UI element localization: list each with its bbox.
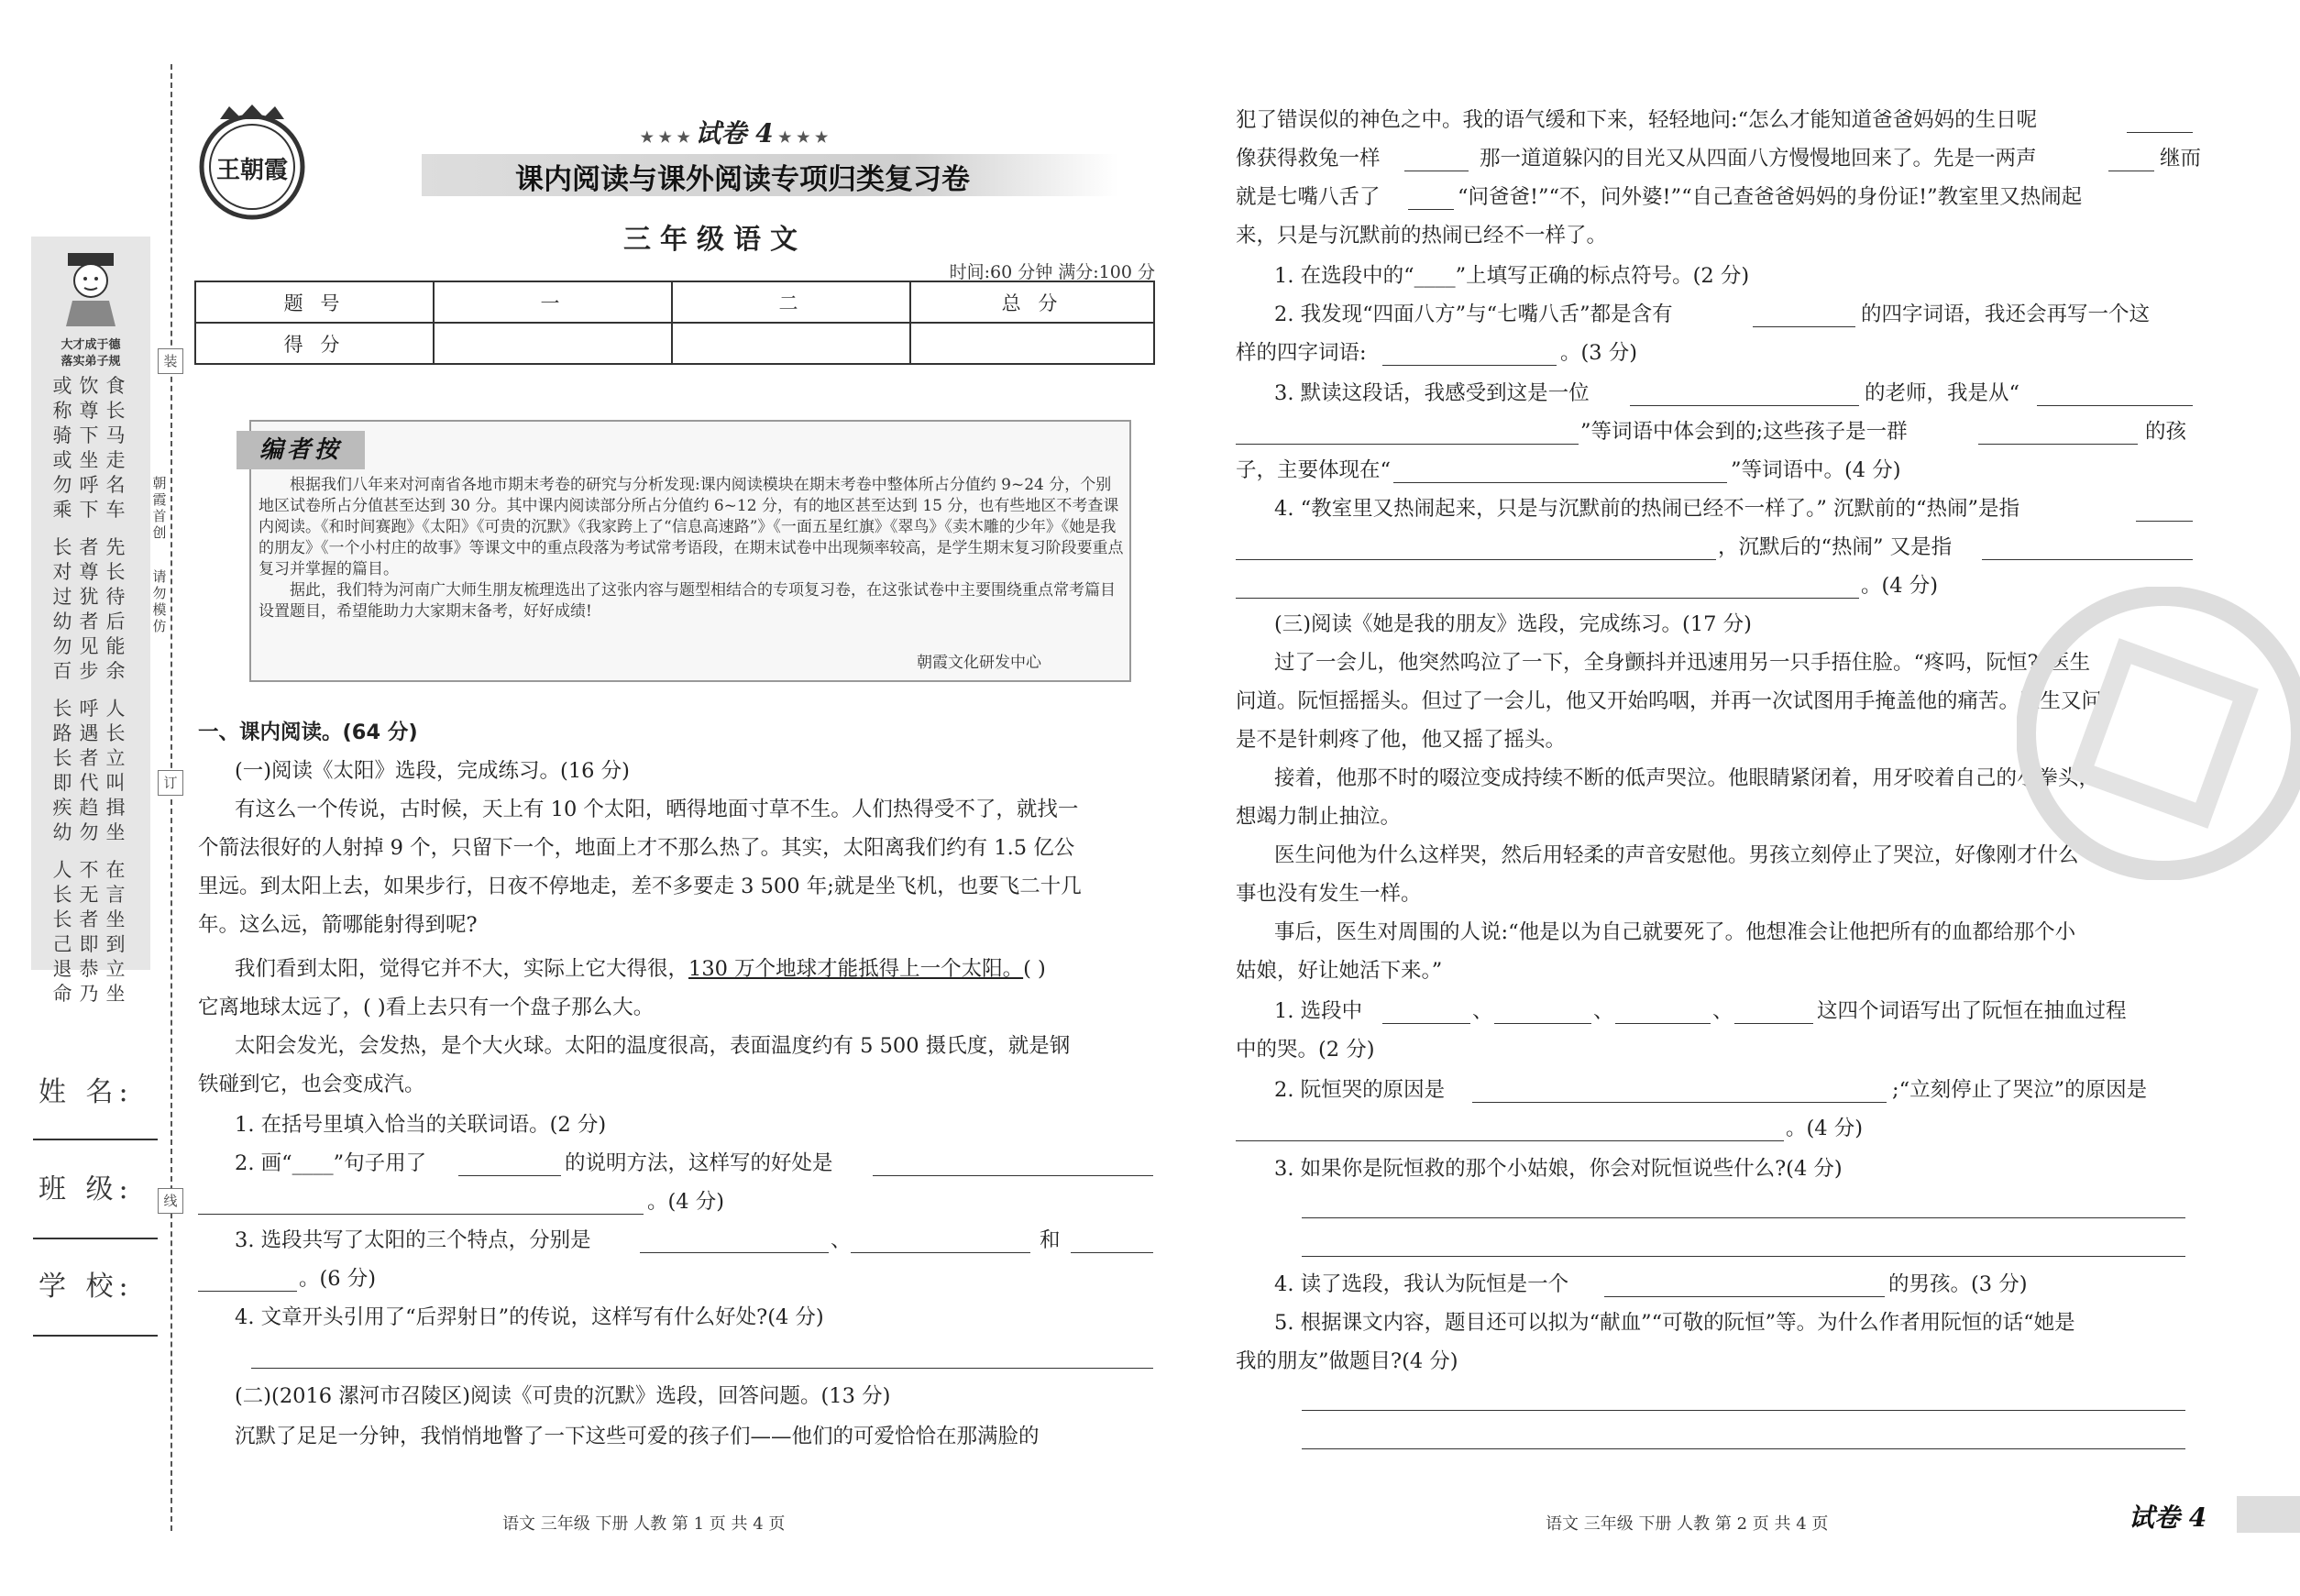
school-label: 学 校: xyxy=(39,1271,134,1303)
answer-line[interactable] xyxy=(1302,1256,2185,1257)
page-footer-left: 语文 三年级 下册 人教 第 1 页 共 4 页 xyxy=(502,1514,786,1534)
question-6-score: 。(4 分) xyxy=(1786,1117,1864,1140)
time-info: 时间:60 分钟 满分:100 分 xyxy=(949,262,1155,282)
score-header: 一 xyxy=(434,281,672,323)
passage-line: 太阳会发光，会发热，是个大火球。太阳的温度很高，表面温度约有 5 500 摄氏度，就是钢 xyxy=(235,1034,1071,1058)
class-line[interactable] xyxy=(33,1238,158,1239)
answer-blank[interactable] xyxy=(458,1175,561,1176)
answer-blank[interactable] xyxy=(2037,405,2193,406)
passage-line: 个箭法很好的人射掉 9 个，只留下一个，地面上才不那么热了。其实，太阳离我们约有 1.5 亿公 xyxy=(198,836,1075,860)
watermark-seal xyxy=(2017,587,2300,880)
editor-note-body: 根据我们八年来对河南省各地市期末考卷的研究与分析发现:课内阅读模块在期末考卷中整体所占分值约 9~24 分，个别地区试卷所占分值甚至达到 30 分。其中课内阅读部分所占分值约 6~12 分，有的地区甚至达到 15 分，也有些地区不考查课内阅读。《和时间赛跑》《太阳》《可贵的沉默》《我家跨上了“信息高速路”》《一面五星红旗》《翠鸟》《卖木雕的少年》《她是我的朋友》《一个小村庄的故事》等课文中的重点段落为考试常考语段，在期末试卷中出现频率较高，是学生期末复习阶段要重点复习并掌握的篇目。 据此，我们特为河南广大师生朋友梳理选出了这张内容与题型相结合的专项复习卷，在这张试卷中主要围绕重点常考篇目设置题目，希望能助力大家期末备考，好好成绩! xyxy=(259,476,1124,621)
separator: 、 xyxy=(1472,999,1493,1023)
part-title: (二)(2016 漯河市召陵区)阅读《可贵的沉默》选段，回答问题。(13 分) xyxy=(235,1384,891,1408)
question-3-score: 。(6 分) xyxy=(299,1267,377,1291)
passage-line: 是不是针刺疼了他，他又摇了摇头。 xyxy=(1236,728,1567,752)
question-9: 5. 根据课文内容，题目还可以拟为“献血”“可敬的阮恒”等。为什么作者用阮恒的话“她是 xyxy=(1274,1311,2075,1335)
answer-blank[interactable] xyxy=(1753,326,1855,327)
answer-line[interactable] xyxy=(1302,1410,2185,1411)
score-header: 二 xyxy=(672,281,910,323)
passage-line: 犯了错误似的神色之中。我的语气缓和下来，轻轻地问:“怎么才能知道爸爸妈妈的生日呢 xyxy=(1236,108,2038,132)
question-3-cont: 子，主要体现在“ xyxy=(1236,458,1392,482)
question-3: 3. 默读这段话，我感受到这是一位 xyxy=(1274,381,1590,405)
answer-blank[interactable] xyxy=(1071,1252,1153,1253)
answer-blank[interactable] xyxy=(1982,559,2193,560)
question-6: 2. 阮恒哭的原因是 xyxy=(1274,1078,1446,1102)
passage-line: 像获得救兔一样 xyxy=(1236,147,1381,171)
answer-blank[interactable] xyxy=(2127,132,2193,133)
question-1: 1. 在选段中的“____”上填写正确的标点符号。(2 分) xyxy=(1274,264,1750,288)
answer-blank[interactable] xyxy=(1236,444,1579,445)
question-5-cont: 这四个词语写出了阮恒在抽血过程 xyxy=(1817,999,2127,1023)
question-2-score: 。(3 分) xyxy=(1560,341,1638,365)
question-2-cont: 的四字词语，我还会再写一个这 xyxy=(1861,303,2151,326)
passage-line: 事后，医生对周围的人说:“他是以为自己就要死了。他想准会让他把所有的血都给那个小 xyxy=(1274,920,2076,944)
question-9-cont: 我的朋友”做题目?(4 分) xyxy=(1236,1349,1458,1373)
margin-strip xyxy=(31,237,150,1005)
answer-blank[interactable] xyxy=(1236,1140,1784,1141)
question-2-cont: 的说明方法，这样写的好处是 xyxy=(565,1151,833,1175)
passage-line: 它离地球太远了，( )看上去只有一个盘子那么大。 xyxy=(198,996,655,1019)
question-2: 2. 我发现“四面八方”与“七嘴八舌”都是含有 xyxy=(1274,303,1673,326)
question-2-score: 。(4 分) xyxy=(647,1190,725,1214)
strip-motto: 大才成于德 落实弟子规 xyxy=(61,338,121,369)
passage-line: 继而 xyxy=(2160,147,2202,171)
passage-line: 那一道道躲闪的目光又从四面八方慢慢地回来了。先是一两声 xyxy=(1480,147,2037,171)
name-line[interactable] xyxy=(33,1139,158,1140)
answer-blank[interactable] xyxy=(1494,1023,1591,1024)
score-header: 题 号 xyxy=(195,281,434,323)
passage-line: 有这么一个传说，古时候，天上有 10 个太阳，晒得地面寸草不生。人们热得受不了，就找一 xyxy=(235,798,1079,821)
score-cell[interactable] xyxy=(910,323,1154,364)
question-5-score: 中的哭。(2 分) xyxy=(1236,1038,1375,1062)
score-cell[interactable] xyxy=(434,323,672,364)
question-4-cont: ，沉默后的“热闹” 又是指 xyxy=(1718,535,1953,559)
question-7: 3. 如果你是阮恒救的那个小姑娘，你会对阮恒说些什么?(4 分) xyxy=(1274,1157,1843,1181)
binding-line xyxy=(171,64,172,1531)
passage-line: 姑娘，好让她活下来。” xyxy=(1236,959,1443,983)
passage-line: 过了一会儿，他突然呜泣了一下，全身颤抖并迅速用另一只手捂住脸。“疼吗，阮恒?”医生 xyxy=(1274,651,2091,675)
vertical-note: 请勿模仿 xyxy=(152,568,167,634)
answer-blank[interactable] xyxy=(1408,209,1454,210)
passage-line: 铁碰到它，也会变成汽。 xyxy=(198,1073,425,1096)
class-label: 班 级: xyxy=(39,1173,134,1205)
question-8-cont: 的男孩。(3 分) xyxy=(1888,1272,2028,1296)
binding-mark: 线 xyxy=(158,1188,183,1214)
question-4: 4. 文章开头引用了“后羿射日”的传说，这样写有什么好处?(4 分) xyxy=(235,1305,824,1329)
answer-blank[interactable] xyxy=(851,1252,1030,1253)
answer-line[interactable] xyxy=(251,1368,1153,1369)
passage-line: 接着，他那不时的啜泣变成持续不断的低声哭泣。他眼睛紧闭着，用牙咬着自己的小拳头， xyxy=(1274,766,2100,790)
score-table xyxy=(194,281,1155,365)
question-3: 3. 选段共写了太阳的三个特点，分别是 xyxy=(235,1228,591,1252)
section-heading: 一、课内阅读。(64 分) xyxy=(198,721,418,744)
score-header: 总 分 xyxy=(910,281,1154,323)
passage-line: 来，只是与沉默前的热闹已经不一样了。 xyxy=(1236,224,1608,248)
passage-line: 事也没有发生一样。 xyxy=(1236,882,1422,906)
corner-band xyxy=(2237,1496,2300,1533)
separator: 、 xyxy=(1712,999,1733,1023)
page-footer-right: 语文 三年级 下册 人教 第 2 页 共 4 页 xyxy=(1546,1514,1829,1534)
answer-blank[interactable] xyxy=(1382,1023,1470,1024)
answer-blank[interactable] xyxy=(1382,365,1557,366)
passage-line: 年。这么远，箭哪能射得到呢? xyxy=(198,913,478,937)
answer-blank[interactable] xyxy=(1236,559,1716,560)
vertical-note: 朝霞首创 xyxy=(152,475,167,541)
question-4: 4. “教室里又热闹起来，只是与沉默前的热闹已经不一样了。” 沉默前的“热闹”是指 xyxy=(1274,497,2020,521)
answer-blank[interactable] xyxy=(198,1291,297,1292)
answer-blank[interactable] xyxy=(1393,482,1727,483)
score-row-label: 得 分 xyxy=(195,323,434,364)
editor-sign: 朝霞文化研发中心 xyxy=(917,654,1041,672)
passage-line: 我们看到太阳，觉得它并不大，实际上它大得很，130 万个地球才能抵得上一个太阳。( ) xyxy=(235,957,1046,981)
answer-blank[interactable] xyxy=(1236,598,1859,599)
exam-number: ★ ★ ★ 试卷 4 ★ ★ ★ xyxy=(640,118,829,149)
answer-blank[interactable] xyxy=(1604,1296,1885,1297)
passage-line: 问道。阮恒摇摇头。但过了一会儿，他又开始呜咽，并再一次试图用手掩盖他的痛苦。医生又问 xyxy=(1236,689,2103,713)
name-label: 姓 名: xyxy=(39,1076,134,1108)
question-3-cont: 的老师，我是从“ xyxy=(1865,381,2020,405)
question-8: 4. 读了选段，我认为阮恒是一个 xyxy=(1274,1272,1569,1296)
binding-mark: 装 xyxy=(158,348,183,374)
answer-blank[interactable] xyxy=(640,1252,829,1253)
part-title: (一)阅读《太阳》选段，完成练习。(16 分) xyxy=(235,759,630,783)
answer-blank[interactable] xyxy=(2136,521,2193,522)
answer-line[interactable] xyxy=(1302,1217,2185,1218)
question-2-cont: 样的四字词语: xyxy=(1236,341,1367,365)
passage-line: 就是七嘴八舌了 xyxy=(1236,185,1381,209)
underlined-sentence: 130 万个地球才能抵得上一个太阳。 xyxy=(688,957,1024,981)
question-6-cont: ;“立刻停止了哭泣”的原因是 xyxy=(1892,1078,2148,1102)
question-5: 1. 选段中 xyxy=(1274,999,1363,1023)
corner-exam-tag: 试卷 4 xyxy=(2129,1502,2207,1533)
answer-line[interactable] xyxy=(1302,1448,2185,1449)
subject-title: 三年级语文 xyxy=(623,224,807,256)
passage-line: “问爸爸!”“不，问外婆!”“自己查爸爸妈妈的身份证!”教室里又热闹起 xyxy=(1458,185,2083,209)
question-2: 2. 画“____”句子用了 xyxy=(235,1151,427,1175)
answer-blank[interactable] xyxy=(1734,1023,1813,1024)
passage-line: 里远。到太阳上去，如果步行，日夜不停地走，差不多要走 3 500 年;就是坐飞机，也要飞二十几 xyxy=(198,875,1082,898)
answer-blank[interactable] xyxy=(198,1214,644,1215)
publisher-logo xyxy=(193,103,312,222)
strip-verses: 或饮食 称尊长 骑下马 或坐走 勿呼名 乘下车 长者先 对尊长 过犹待 幼者后 勿见能 百步余 长呼人 路遇长 长者立 即代叫 疾趋揖 幼勿坐 人不在 长无言 长者坐 己即到 退恭立 命乃坐 xyxy=(52,375,133,1005)
passage-line: 想竭力制止抽泣。 xyxy=(1236,805,1402,829)
editor-note-tag: 编者按 xyxy=(237,431,365,469)
question-3-cont: ”等词语中体会到的;这些孩子是一群 xyxy=(1580,420,1908,444)
answer-blank[interactable] xyxy=(1615,1023,1711,1024)
school-line[interactable] xyxy=(33,1335,158,1337)
blank-parenthesis[interactable]: ( ) xyxy=(1023,957,1046,981)
separator: 、 xyxy=(831,1228,852,1252)
answer-blank[interactable] xyxy=(873,1175,1153,1176)
question-4-score: 。(4 分) xyxy=(1861,574,1939,598)
passage-line: 沉默了足足一分钟，我悄悄地瞥了一下这些可爱的孩子们——他们的可爱恰恰在那满脸的 xyxy=(235,1425,1040,1448)
separator: 、 xyxy=(1593,999,1614,1023)
passage-line: 医生问他为什么这样哭，然后用轻柔的声音安慰他。男孩立刻停止了哭泣，好像刚才什么 xyxy=(1274,843,2079,867)
binding-mark: 订 xyxy=(158,770,183,796)
score-cell[interactable] xyxy=(672,323,910,364)
conjunction: 和 xyxy=(1040,1228,1061,1252)
answer-blank[interactable] xyxy=(1978,444,2138,445)
part-title: (三)阅读《她是我的朋友》选段，完成练习。(17 分) xyxy=(1274,612,1752,636)
svg-text:王朝霞: 王朝霞 xyxy=(215,157,289,184)
answer-blank[interactable] xyxy=(1472,1102,1887,1103)
exam-title: 课内阅读与课外阅读专项归类复习卷 xyxy=(515,163,970,196)
scholar-icon xyxy=(50,246,132,328)
question-1: 1. 在括号里填入恰当的关联词语。(2 分) xyxy=(235,1113,607,1137)
question-3-score: ”等词语中。(4 分) xyxy=(1731,458,1901,482)
question-3-cont: 的孩 xyxy=(2145,420,2187,444)
answer-blank[interactable] xyxy=(1630,405,1859,406)
